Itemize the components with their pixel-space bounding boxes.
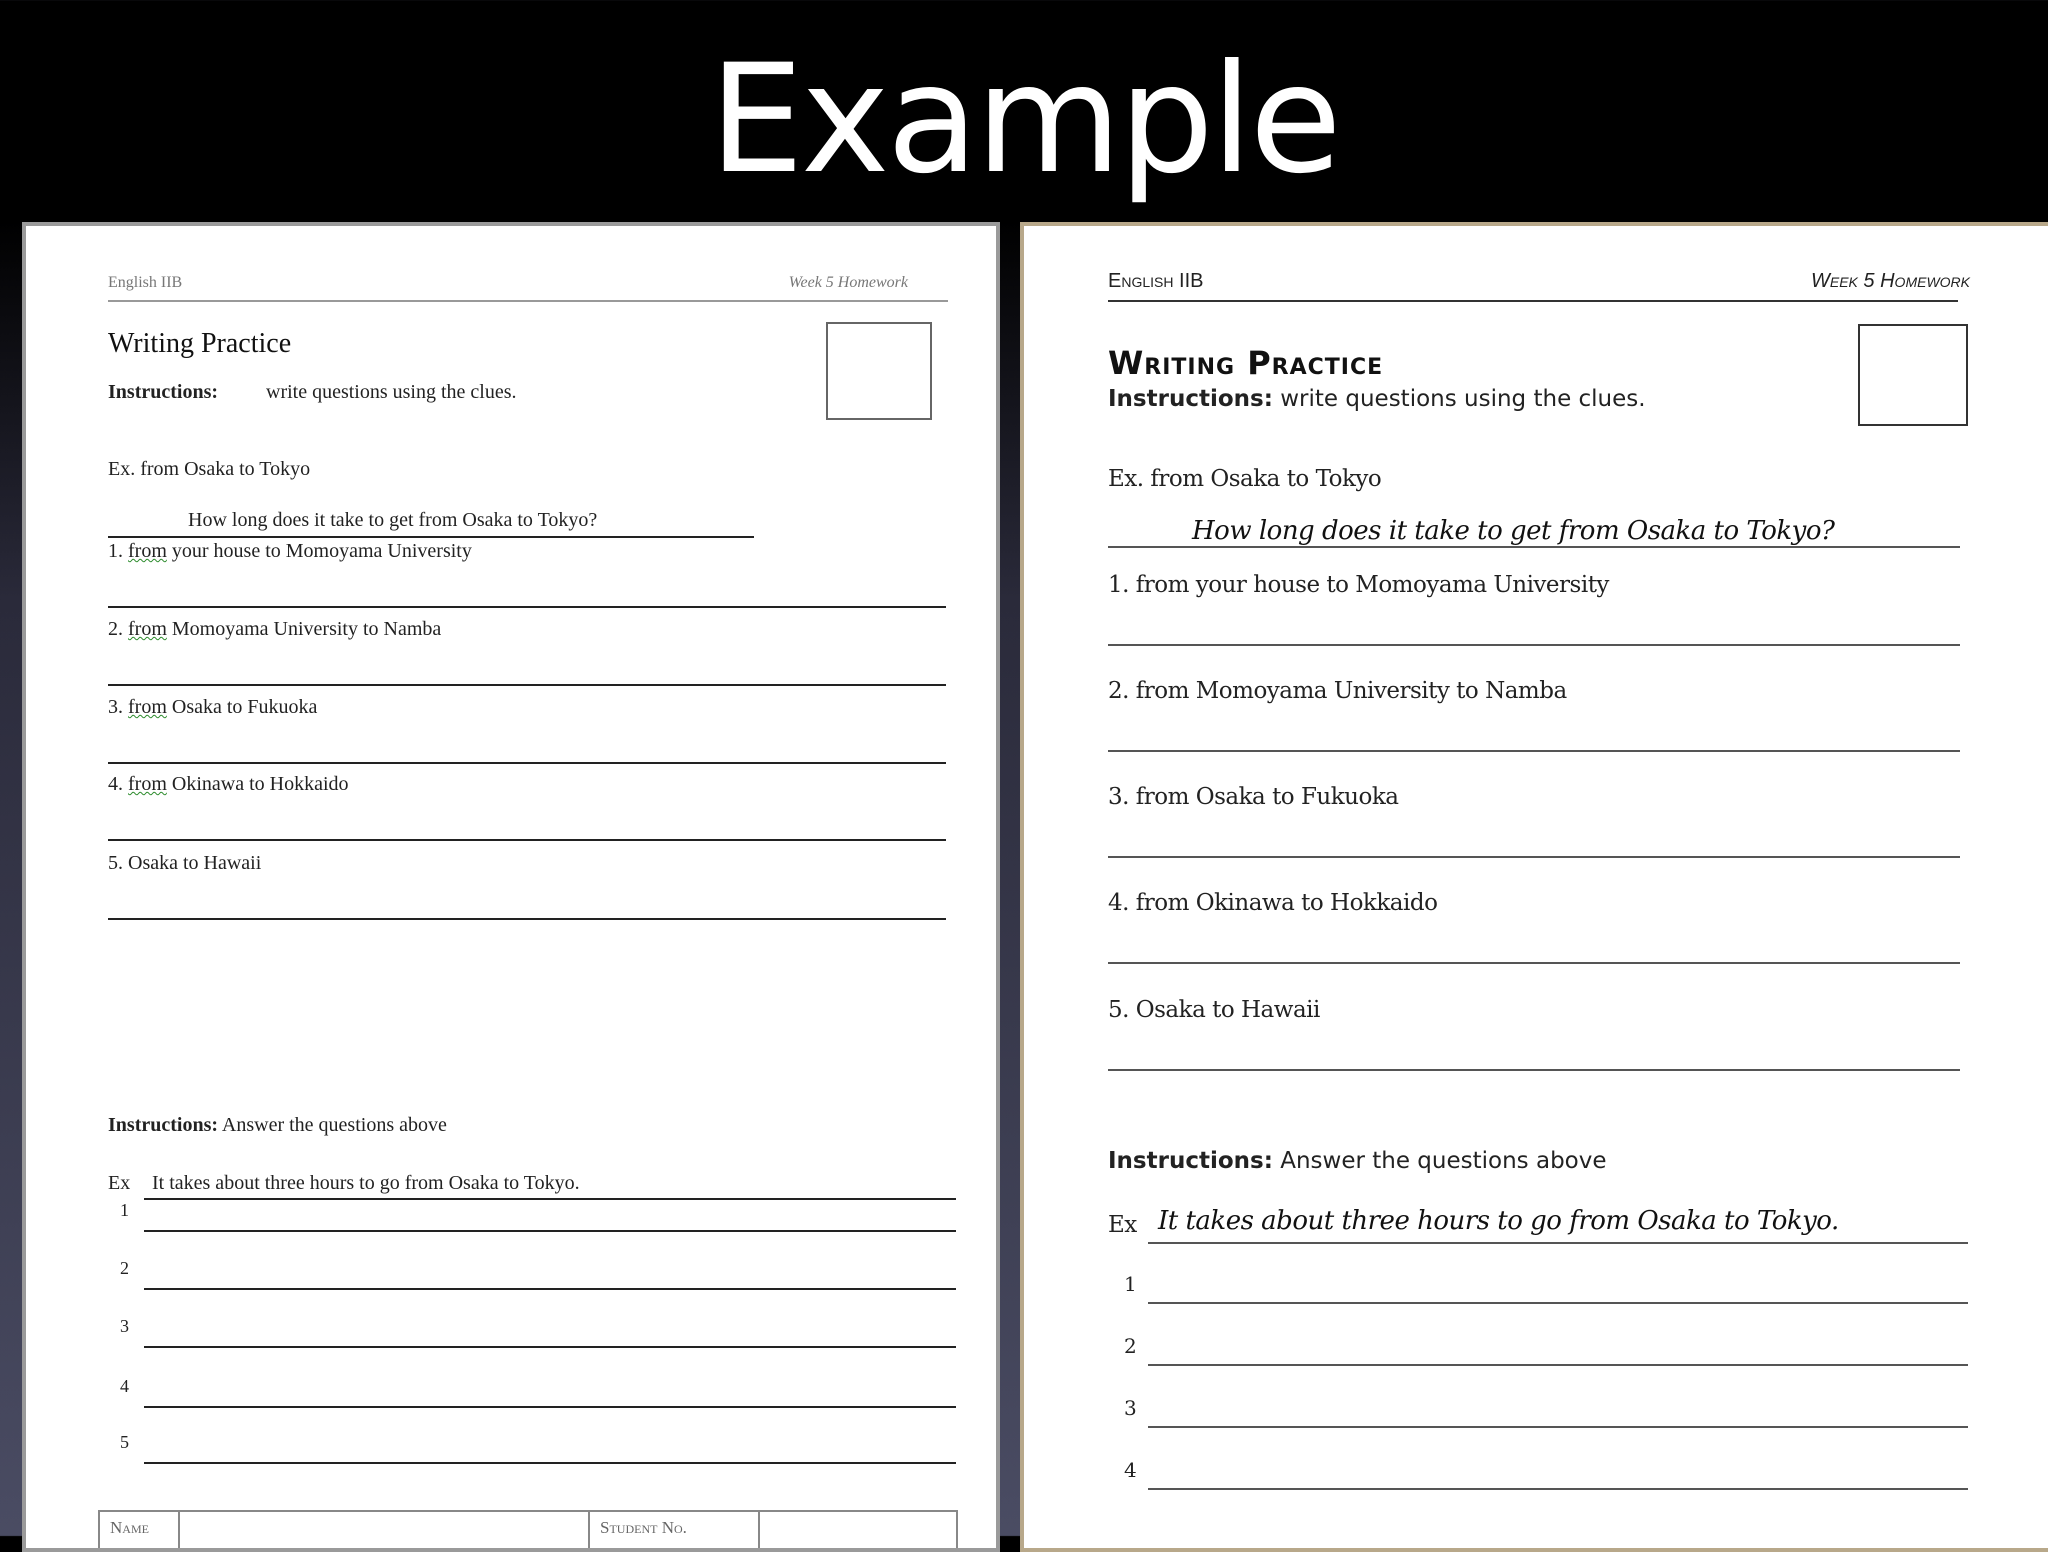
clue-item: 1. from your house to Momoyama University [1108, 572, 1609, 598]
answer-number: 5 [120, 1432, 129, 1452]
clue-from: from [128, 540, 167, 562]
clue-text: Okinawa to Hokkaido [166, 773, 349, 795]
clue-item: 4. from Okinawa to Hokkaido [1108, 890, 1438, 916]
instructions2 [1108, 1148, 1607, 1174]
clue-item: 2. from Momoyama University to Namba [1108, 678, 1567, 704]
student-no-label: Student No. [590, 1512, 760, 1548]
clue-number: 1. [108, 540, 123, 562]
answer-number: 1 [120, 1200, 129, 1220]
score-box [1858, 324, 1968, 426]
example-answer-line [1108, 546, 1960, 548]
instructions2-label: Instructions: [108, 1114, 219, 1136]
answer-line[interactable] [1148, 1426, 1968, 1428]
instructions-text: write questions using the clues. [1272, 386, 1646, 412]
clue-text: Osaka to Fukuoka [166, 696, 318, 718]
instructions2-label: Instructions: [1108, 1148, 1273, 1174]
ex-answer-line [1148, 1242, 1968, 1244]
answer-line[interactable] [108, 762, 946, 764]
ex-answer: It takes about three hours to go from Osaka to Tokyo. [152, 1172, 580, 1194]
worksheet-right [1020, 222, 2048, 1552]
slide-title: Example [709, 33, 1339, 207]
ex-label: Ex [1108, 1212, 1137, 1238]
clue-item [108, 618, 441, 641]
name-label: Name [100, 1512, 180, 1548]
answer-line[interactable] [108, 606, 946, 608]
answer-line[interactable] [1108, 644, 1960, 646]
clue-number: 5. [108, 852, 123, 874]
clue-item [108, 696, 317, 719]
score-box [826, 322, 932, 420]
answer-number: 4 [120, 1376, 129, 1396]
answer-line[interactable] [1148, 1364, 1968, 1366]
answer-line[interactable] [108, 918, 946, 920]
clue-from: from [128, 773, 167, 795]
clue-item [108, 852, 261, 875]
ex-answer: It takes about three hours to go from Osaka to Tokyo. [1158, 1206, 1839, 1236]
instructions [1108, 386, 1646, 412]
student-info-table [98, 1510, 958, 1550]
instructions2-text: Answer the questions above [1272, 1148, 1607, 1174]
instructions2-text: Answer the questions above [218, 1114, 447, 1136]
clue-item: 3. from Osaka to Fukuoka [1108, 784, 1399, 810]
example-answer: How long does it take to get from Osaka to Tokyo? [188, 509, 598, 531]
worksheet-left [22, 222, 1000, 1552]
answer-number: 3 [1124, 1396, 1137, 1420]
answer-number: 1 [1124, 1272, 1137, 1296]
ex-label: Ex [108, 1172, 131, 1194]
answer-number: 2 [120, 1258, 129, 1278]
instructions-label: Instructions: [108, 381, 219, 403]
answer-line[interactable] [1108, 1069, 1960, 1071]
clue-text: Momoyama University to Namba [166, 618, 442, 640]
answer-number: 4 [1124, 1458, 1137, 1482]
worksheet-title: Writing Practice [108, 328, 292, 359]
header-rule [1108, 300, 1958, 302]
clue-from: from [128, 618, 167, 640]
clue-from: from [128, 696, 167, 718]
clue-text: your house to Momoyama University [166, 540, 472, 562]
student-no-field[interactable] [760, 1512, 956, 1548]
answer-line[interactable] [1148, 1302, 1968, 1304]
clue-number: 2. [108, 618, 123, 640]
clue-number: 3. [108, 696, 123, 718]
answer-line[interactable] [108, 839, 946, 841]
instructions2 [108, 1114, 447, 1137]
answer-line[interactable] [144, 1288, 956, 1290]
answer-line[interactable] [108, 684, 946, 686]
answer-line[interactable] [1148, 1488, 1968, 1490]
header-rule [108, 300, 948, 302]
answer-number: 3 [120, 1316, 129, 1336]
ex-answer-line [144, 1198, 956, 1200]
answer-line[interactable] [144, 1406, 956, 1408]
answer-line[interactable] [144, 1462, 956, 1464]
example-answer-line [108, 536, 754, 538]
worksheet-title: Writing Practice [1108, 344, 1384, 382]
example-clue: Ex. from Osaka to Tokyo [1108, 466, 1382, 492]
clue-number: 4. [108, 773, 123, 795]
answer-number: 2 [1124, 1334, 1137, 1358]
answer-line[interactable] [144, 1346, 956, 1348]
clue-item: 5. Osaka to Hawaii [1108, 997, 1320, 1023]
instructions-text: write questions using the clues. [266, 381, 517, 403]
week-label: Week 5 Homework [788, 274, 908, 291]
answer-line[interactable] [1108, 856, 1960, 858]
week-label: Week 5 Homework [1810, 270, 1970, 292]
example-clue: Ex. from Osaka to Tokyo [108, 458, 311, 480]
answer-line[interactable] [144, 1230, 956, 1232]
clue-item [108, 773, 349, 796]
clue-item [108, 540, 472, 563]
name-field[interactable] [180, 1512, 590, 1548]
course-label: English IIB [1108, 270, 1204, 292]
clue-text: Osaka to Hawaii [128, 852, 262, 874]
instructions-label: Instructions: [1108, 386, 1273, 412]
answer-line[interactable] [1108, 962, 1960, 964]
course-label: English IIB [108, 274, 183, 291]
example-answer: How long does it take to get from Osaka to Tokyo? [1192, 516, 1835, 546]
answer-line[interactable] [1108, 750, 1960, 752]
